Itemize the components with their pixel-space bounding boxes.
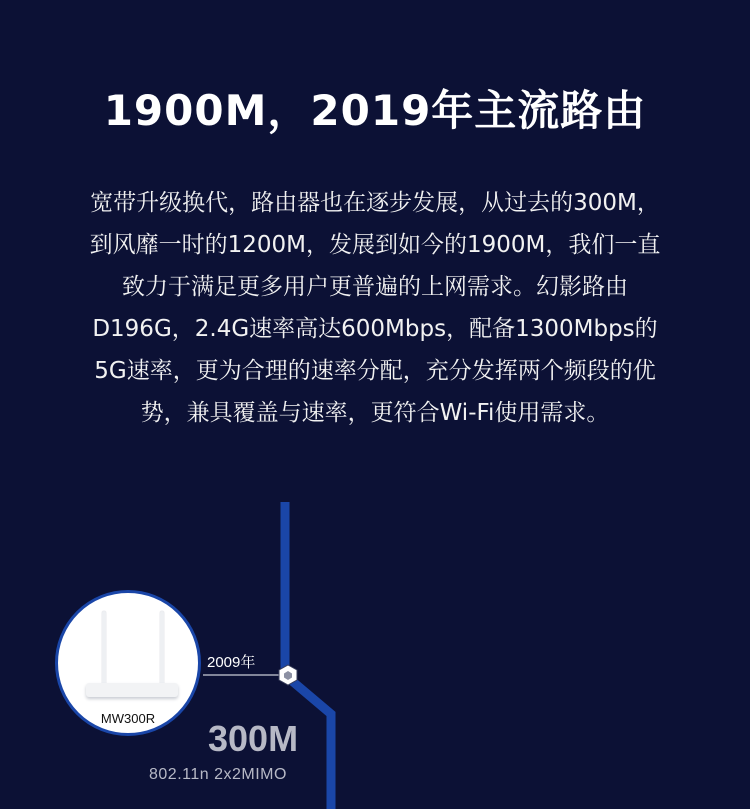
router-antenna-left xyxy=(102,611,106,689)
timeline-spec-label: 802.11n 2x2MIMO xyxy=(149,766,287,783)
timeline-speed-label: 300M xyxy=(208,718,299,759)
timeline-year-label: 2009年 xyxy=(207,654,256,671)
router-model-label: MW300R xyxy=(100,711,156,726)
page-title: 1900M，2019年主流路由 xyxy=(103,86,647,135)
router-antenna-right xyxy=(160,611,164,689)
router-image-circle xyxy=(55,590,201,736)
description-text: 宽带升级换代，路由器也在逐步发展，从过去的300M，到风靡一时的1200M，发展到如今的1900M，我们一直致力于满足更多用户更普遍的上网需求。幻影路由 D196G，2.4G速率高达600Mbps，配备1300Mbps的5G速率，更为合理的速率分配，充分发挥两个频段的优势，兼具覆盖与速率，更符合Wi-Fi使用需求。 xyxy=(89,190,661,426)
router-icon xyxy=(86,683,178,697)
timeline-line xyxy=(285,502,331,809)
